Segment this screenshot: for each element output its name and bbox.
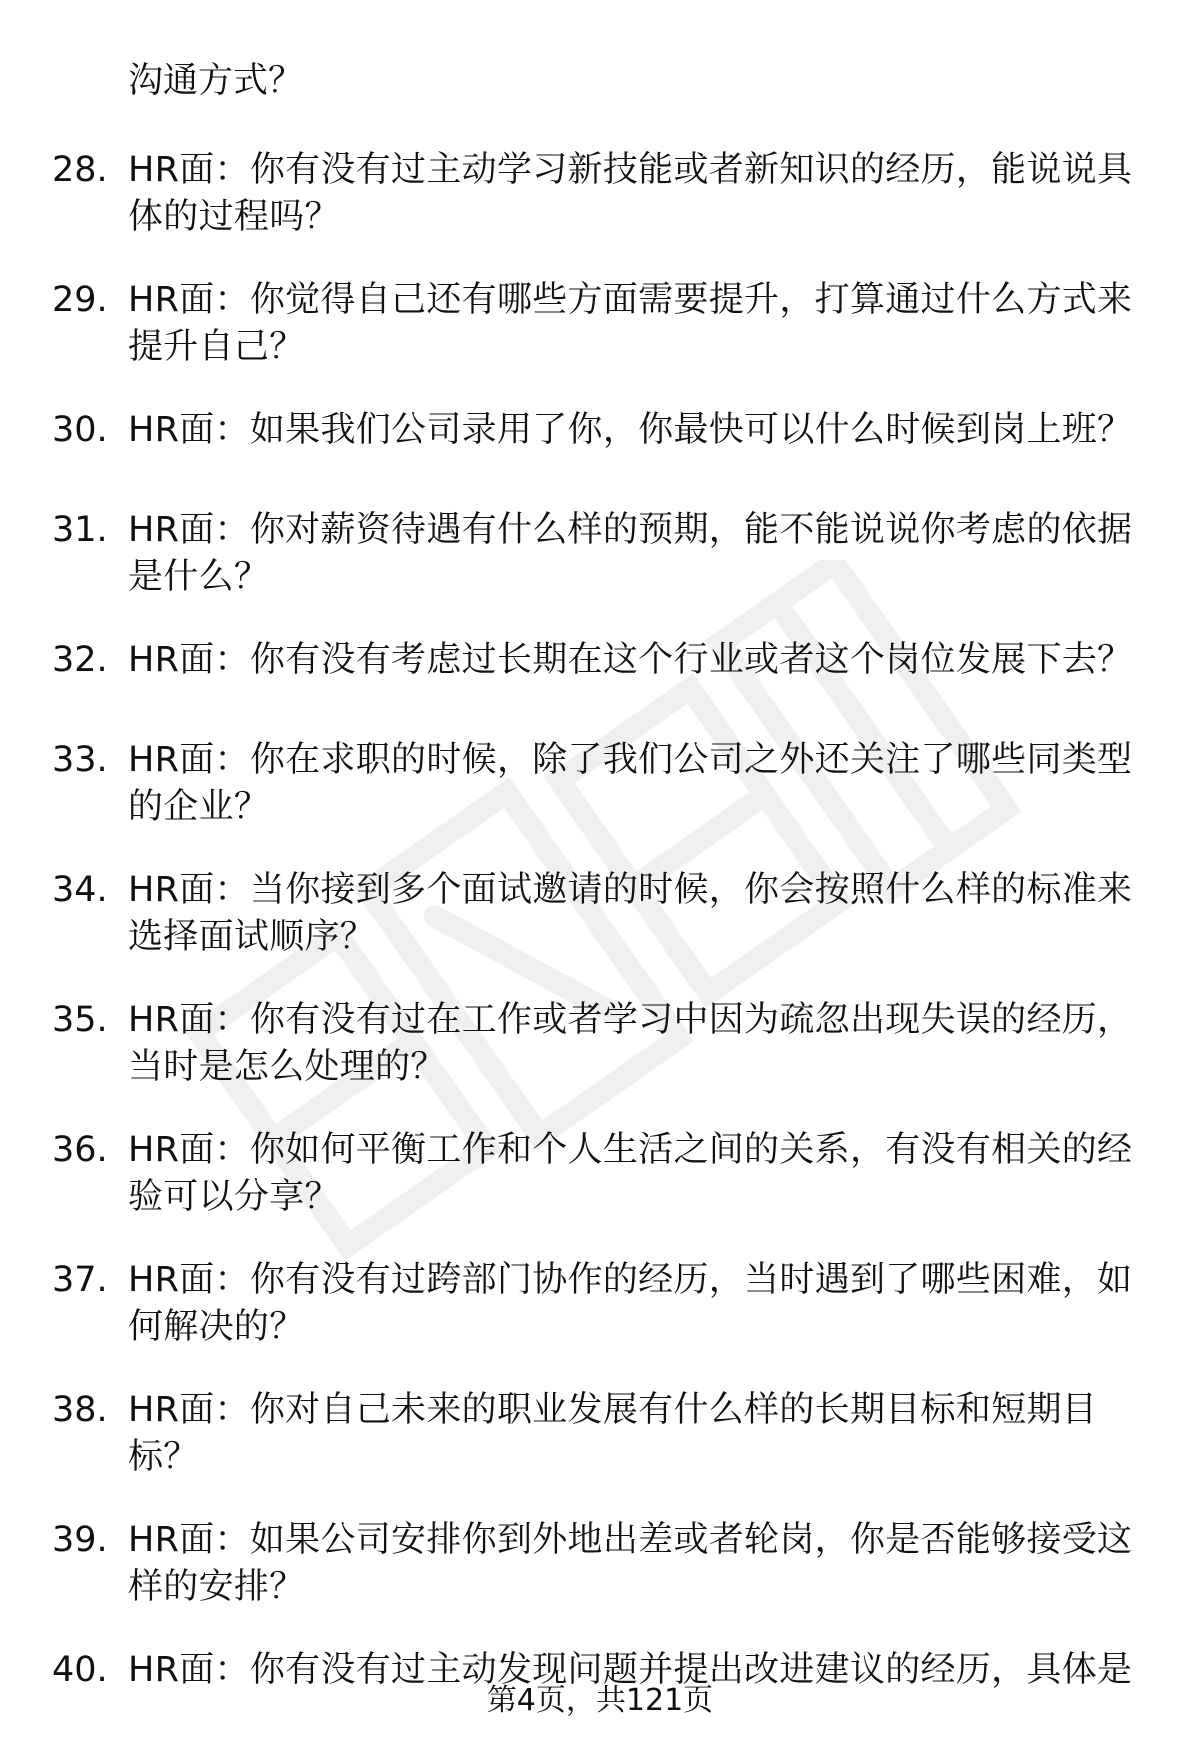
question-text: HR面：你有没有过主动发现问题并提出改进建议的经历，具体是	[128, 1650, 1133, 1690]
question-text: HR面：你对薪资待遇有什么样的预期，能不能说说你考虑的依据是什么？	[128, 510, 1133, 597]
question-text: HR面：如果我们公司录用了你，你最快可以什么时候到岗上班？	[128, 410, 1133, 450]
question-text: HR面：你有没有过在工作或者学习中因为疏忽出现失误的经历，当时是怎么处理的？	[128, 1000, 1133, 1087]
question-text: HR面：你有没有考虑过长期在这个行业或者这个岗位发展下去？	[128, 640, 1133, 680]
question-list	[0, 147, 1200, 1747]
question-number: 33.	[52, 740, 108, 780]
question-item	[0, 997, 1200, 1127]
question-item	[0, 1517, 1200, 1647]
question-number: 38.	[52, 1390, 108, 1430]
question-text: HR面：你觉得自己还有哪些方面需要提升，打算通过什么方式来提升自己？	[128, 280, 1133, 367]
page-footer: 第4页，共121页	[486, 1683, 714, 1718]
question-number: 34.	[52, 870, 108, 910]
question-item	[0, 637, 1200, 737]
question-number: 36.	[52, 1130, 108, 1170]
question-number: 32.	[52, 640, 108, 680]
question-text: HR面：你有没有过主动学习新技能或者新知识的经历，能说说具体的过程吗？	[128, 150, 1133, 237]
question-item	[0, 147, 1200, 277]
question-item	[0, 277, 1200, 407]
question-text: HR面：你在求职的时候，除了我们公司之外还关注了哪些同类型的企业？	[128, 740, 1133, 827]
question-number: 39.	[52, 1520, 108, 1560]
question-item	[0, 737, 1200, 867]
question-number: 31.	[52, 510, 108, 550]
question-item	[0, 1127, 1200, 1257]
question-text: HR面：如果公司安排你到外地出差或者轮岗，你是否能够接受这样的安排？	[128, 1520, 1133, 1607]
question-number: 30.	[52, 410, 108, 450]
question-item	[0, 1387, 1200, 1517]
question-text: HR面：你有没有过跨部门协作的经历，当时遇到了哪些困难，如何解决的？	[128, 1260, 1133, 1347]
question-item	[0, 507, 1200, 637]
question-number: 40.	[52, 1650, 108, 1690]
question-text: HR面：你如何平衡工作和个人生活之间的关系，有没有相关的经验可以分享？	[128, 1130, 1133, 1217]
question-text: HR面：你对自己未来的职业发展有什么样的长期目标和短期目标？	[128, 1390, 1098, 1477]
question-number: 35.	[52, 1000, 108, 1040]
question-item	[0, 407, 1200, 507]
question-item	[0, 867, 1200, 997]
question-number: 37.	[52, 1260, 108, 1300]
question-number: 29.	[52, 280, 108, 320]
question-text: HR面：当你接到多个面试邀请的时候，你会按照什么样的标准来选择面试顺序？	[128, 870, 1133, 957]
question-item	[0, 1257, 1200, 1387]
question-number: 28.	[52, 150, 108, 190]
continuation-text: 沟通方式？	[128, 61, 304, 101]
